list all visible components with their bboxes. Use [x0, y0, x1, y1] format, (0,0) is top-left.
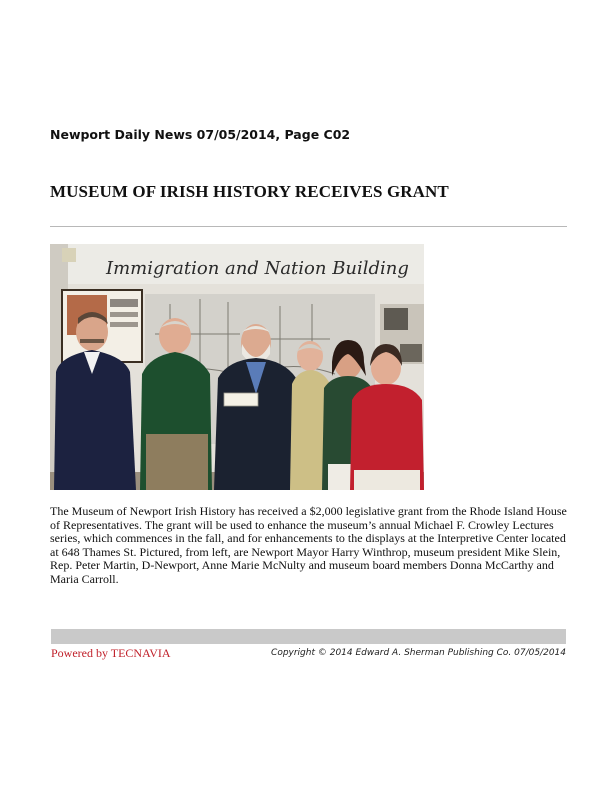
source-line: Newport Daily News 07/05/2014, Page C02	[50, 127, 351, 142]
copyright-notice: Copyright © 2014 Edward A. Sherman Publishing Co. 07/05/2014	[271, 648, 566, 658]
article-photo	[50, 244, 424, 490]
photo-caption: The Museum of Newport Irish History has received a $2,000 legislative grant from the Rhode Island House of Representatives. The grant will be used to enhance the museum’s annual Michael F. Crowley Lectures series, which commences in the fall, and for enhancements to the displays at the Interpretive Center located at 648 Thames St. Pictured, from left, are Newport Mayor Harry Winthrop, museum president Mike Slein, Rep. Peter Martin, D-Newport, Anne Marie McNulty and museum board members Donna McCarthy and Maria Carroll.	[50, 504, 567, 586]
divider	[50, 226, 567, 227]
footer-bar	[51, 629, 566, 644]
photo-banner-text: Immigration and Nation Building	[106, 258, 409, 279]
powered-by-link[interactable]: Powered by TECNAVIA	[51, 646, 171, 660]
article-headline: MUSEUM OF IRISH HISTORY RECEIVES GRANT	[50, 182, 449, 201]
